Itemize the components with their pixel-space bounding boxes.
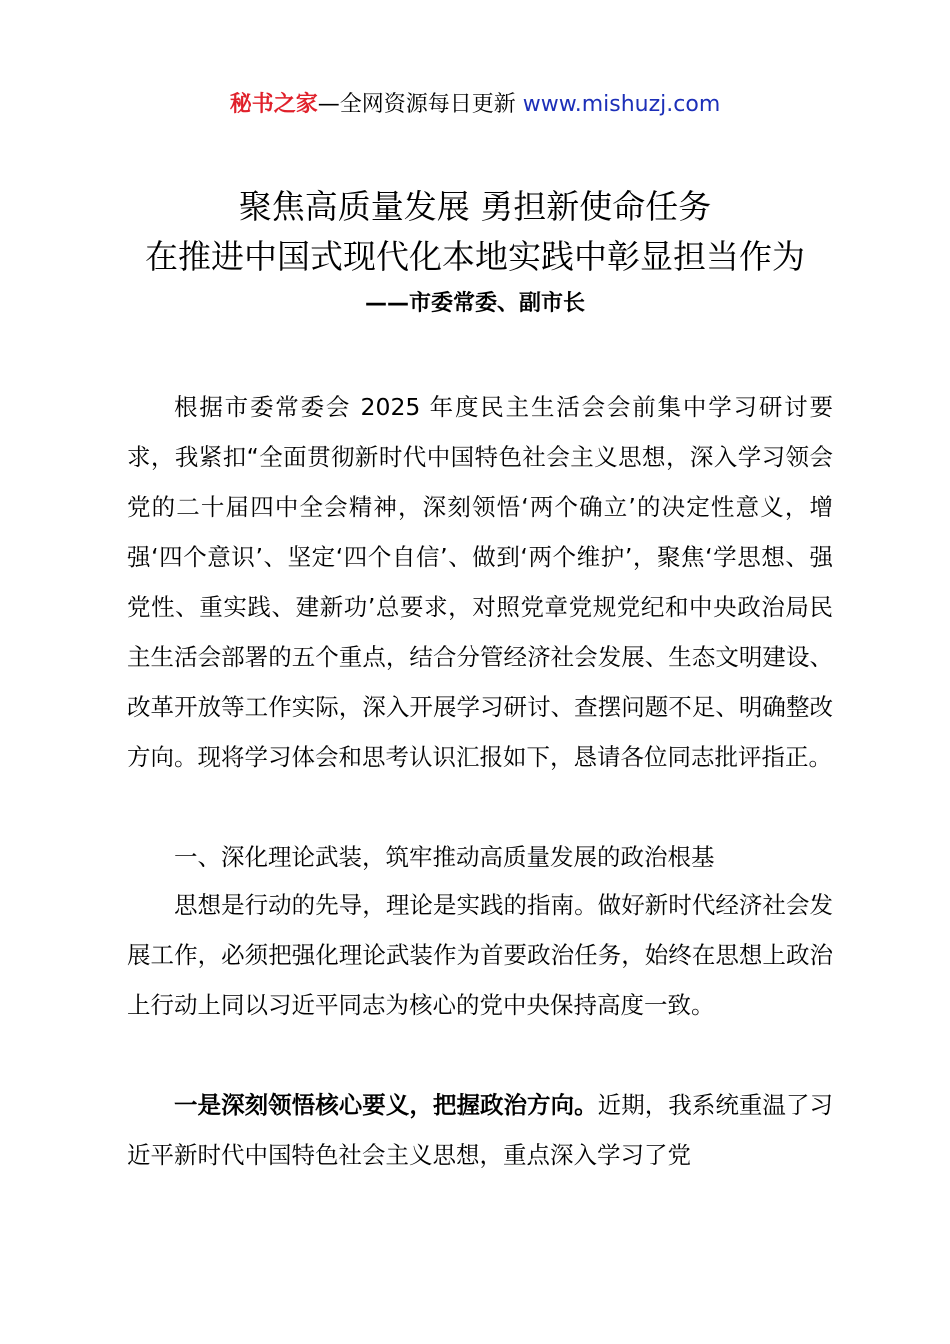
site-url-link[interactable]: www.mishuzj.com (522, 92, 721, 117)
paragraph-intro: 根据市委常委会 2025 年度民主生活会会前集中学习研讨要求，我紧扣“全面贯彻新时代中国特色社会主义思想，深入学习领会党的二十届四中全会精神，深刻领悟‘两个确立’的决定性意义，增强‘四个意识’、坚定‘四个自信’、做到‘两个维护’，聚焦‘学思想、强党性、重实践、建新功’总要求，对照党章党规党纪和中央政治局民主生活会部署的五个重点，结合分管经济社会发展、生态文明建设、改革开放等工作实际，深入开展学习研讨、查摆问题不足、明确整改方向。现将学习体会和思考认识汇报如下，恳请各位同志批评指正。 (127, 393, 833, 771)
document-title-line-1: 聚焦高质量发展 勇担新使命任务 (238, 187, 712, 226)
paragraph-point-one (127, 1080, 833, 1180)
point-one-text: 近期，我系统重温了习近平新时代中国特色社会主义思想，重点深入学习了党 (127, 1091, 834, 1169)
point-one-lead: 一是深刻领悟核心要义，把握政治方向。 (174, 1091, 598, 1119)
paragraph-theory: 思想是行动的先导，理论是实践的指南。做好新时代经济社会发展工作，必须把强化理论武装作为首要政治任务，始终在思想上政治上行动上同以习近平同志为核心的党中央保持高度一致。 (127, 891, 833, 1019)
document-title-line-2: 在推进中国式现代化本地实践中彰显担当作为 (145, 237, 805, 276)
site-header (0, 88, 950, 122)
header-tagline: —全网资源每日更新 (317, 92, 523, 117)
document-subtitle: ——市委常委、副市长 (364, 291, 585, 316)
section-heading-1: 一、深化理论武装，筑牢推动高质量发展的政治根基 (174, 843, 715, 871)
brand-name: 秘书之家 (229, 92, 318, 117)
